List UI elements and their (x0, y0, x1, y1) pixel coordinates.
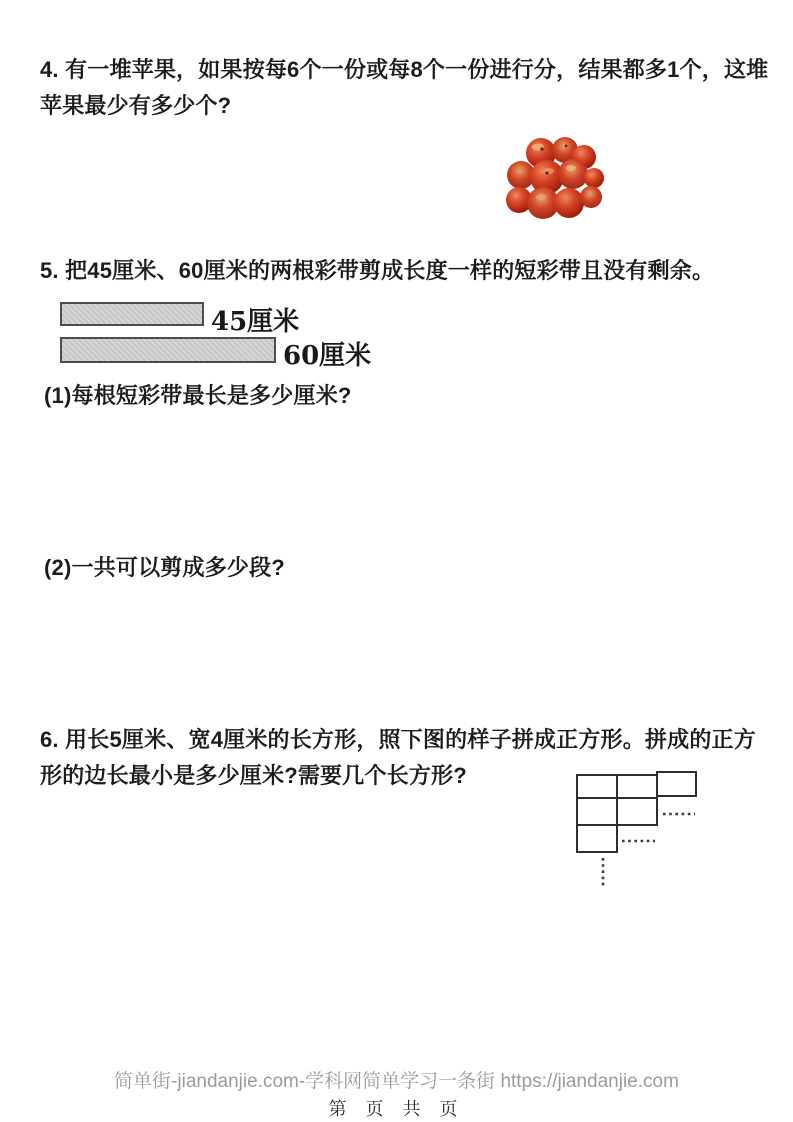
apple-pile-image (505, 133, 605, 221)
ribbon-label-60cm: 60厘米 (283, 341, 372, 371)
question-4-line-1: 4. 有一堆苹果，如果按每6个一份或每8个一份进行分，结果都多1个，这堆 (40, 57, 769, 82)
footer-site-line: 简单街-jiandanjie.com-学科网简单学习一条街 https://jiandanjie.com (114, 1071, 679, 1092)
ribbon-bar-60cm (60, 337, 276, 363)
question-6-line-2: 形的边长最小是多少厘米?需要几个长方形? (40, 763, 467, 788)
rectangle-tiling-diagram (573, 766, 705, 890)
question-5-sub-1: (1)每根短彩带最长是多少厘米? (44, 383, 352, 408)
ribbon-bar-45cm (60, 302, 204, 326)
question-6-line-1: 6. 用长5厘米、宽4厘米的长方形，照下图的样子拼成正方形。拼成的正方 (40, 727, 756, 752)
ribbon-label-45cm: 45厘米 (211, 307, 300, 337)
question-4-line-2: 苹果最少有多少个? (40, 93, 232, 118)
question-5-sub-2: (2)一共可以剪成多少段? (44, 555, 285, 580)
footer-page-number-line: 第 页 共 页 (328, 1099, 465, 1119)
question-5-text: 5. 把45厘米、60厘米的两根彩带剪成长度一样的短彩带且没有剩余。 (40, 258, 715, 283)
